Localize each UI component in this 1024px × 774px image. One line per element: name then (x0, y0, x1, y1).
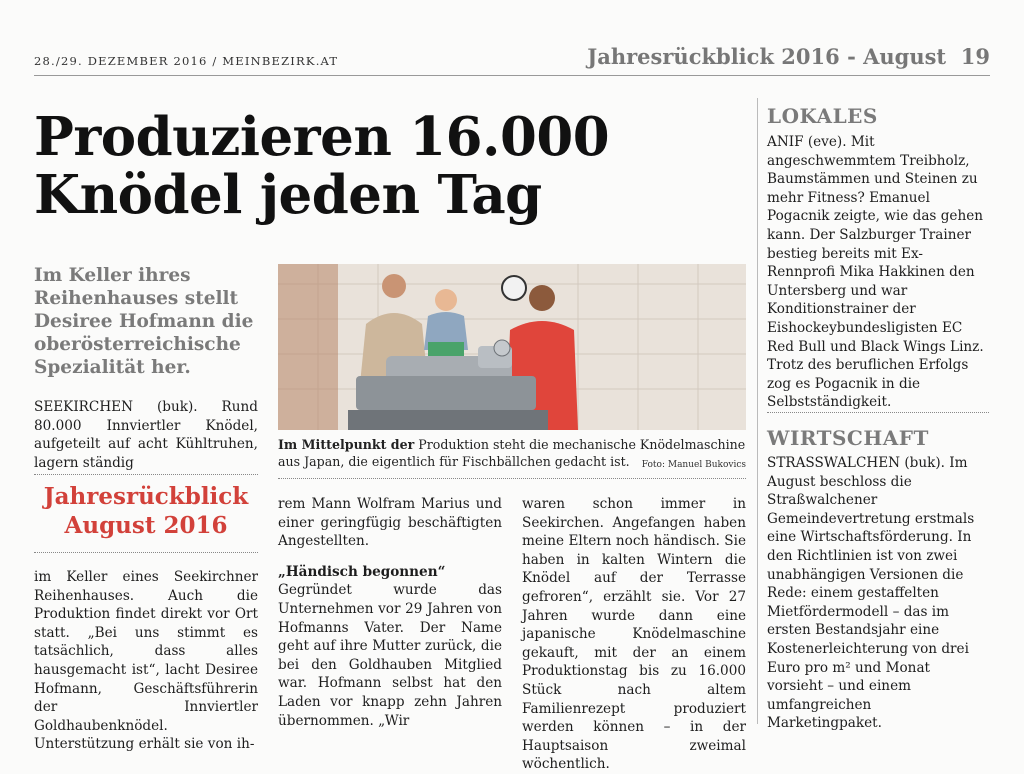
article-column-2 (278, 495, 502, 730)
section-title (587, 44, 990, 69)
article-column-3: waren schon immer in Seekirchen. Angefangen haben meine Eltern noch händisch. Sie haben in kalten Wintern die Knödel auf der Terrasse gefroren“, erzählt sie. Vor 27 Jahren wurde dann eine japanische Knödelmaschine gekauft, mit der an einem Produktionstag bis zu 16.000 Stück nach altem Familienrezept produziert werden können – in der Hauptsaison zweimal wöchentlich. (522, 496, 746, 773)
page-number: 19 (960, 44, 990, 69)
column-2-subhead: „Händisch begonnen“ (278, 563, 446, 580)
lokales-text: ANIF (eve). Mit angeschwemmtem Treibholz, Baumstämmen und Steinen zu mehr Fitness? Emanuel Pogacnik zeigte, wie das gehen kann. Der Salzburger Trainer bestieg bereits mit Ex-Rennprofi Mika Hakkinen den Untersberg und war Konditionstrainer der Eishockeybundesligisten EC Red Bull und Black Wings Linz. Trotz des beruflichen Erfolgs zog es Pogacnik in die Selbstständigkeit. (767, 134, 984, 411)
article-photo (278, 264, 746, 430)
article-subhead: Im Keller ihres Reihenhauses stellt Desiree Hofmann die oberösterreichische Spezialität her. (34, 265, 254, 378)
section-name: Jahresrückblick 2016 - August (587, 44, 947, 69)
banner-line-1: Jahresrückblick (43, 483, 249, 510)
wirtschaft-heading: WIRTSCHAFT (767, 426, 929, 450)
article-lead: SEEKIRCHEN (buk). Rund 80.000 Innviertler Knödel, aufgeteilt auf acht Kühltruhen, lagern ständig (34, 399, 258, 471)
dotted-divider (278, 478, 746, 479)
photo-credit: Foto: Manuel Bukovics (641, 460, 746, 470)
dateline: 28./29. DEZEMBER 2016 / MEINBEZIRK.AT (34, 54, 339, 68)
dotted-divider (34, 474, 258, 475)
photo-illustration (278, 264, 746, 430)
dotted-divider (34, 552, 258, 553)
dotted-divider (767, 412, 989, 413)
column-2-text-b: Gegründet wurde das Unternehmen vor 29 Jahren von Hofmanns Vater. Der Name geht auf ihre Mutter zurück, die bei den Goldhauben Mitglied war. Hofmann selbst hat den Laden vor knapp zehn Jahren übernommen. „Wir (278, 582, 502, 729)
caption-lead: Im Mittelpunkt der (278, 437, 415, 452)
article-column-1: im Keller eines Seekirchner Reihenhauses. Auch die Produktion findet direkt vor Ort statt. „Bei uns stimmt es tatsächlich, dass alles hausgemacht ist“, lacht Desiree Hofmann, Geschäftsführerin der Innviertler Goldhaubenknödel. Unterstützung erhält sie von ih- (34, 569, 258, 753)
column-divider (757, 98, 758, 724)
photo-caption (278, 436, 746, 474)
lokales-heading: LOKALES (767, 104, 878, 128)
headline-line-1: Produzieren 16.000 (34, 106, 610, 168)
review-banner (34, 482, 258, 540)
headline-line-2: Knödel jeden Tag (34, 164, 542, 226)
column-2-text-a: rem Mann Wolfram Marius und einer geringfügig beschäftigten Angestellten. (278, 496, 502, 550)
banner-line-2: August 2016 (64, 512, 228, 539)
headline (34, 108, 754, 224)
wirtschaft-text: STRASSWALCHEN (buk). Im August beschloss die Straßwalchener Gemeindevertretung erstmals eine Wirtschaftsförderung. In den Richtlinien ist von zwei unabhängigen Versionen die Rede: einem gestaffelten Mietfördermodell – das im ersten Bestandsjahr eine Kostenerleichterung von drei Euro pro m² und Monat vorsieht – und einem umfangreichen Marketingpaket. (767, 455, 975, 732)
header-rule (34, 75, 990, 76)
caption-text: Produktion steht die mechanische Knödelmaschine aus Japan, die eigentlich für Fischbällchen gedacht ist. (278, 437, 746, 469)
